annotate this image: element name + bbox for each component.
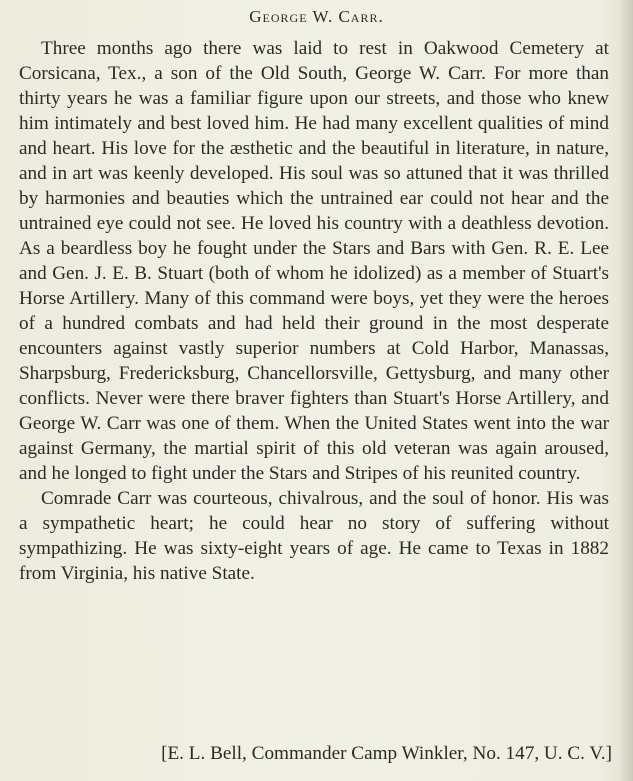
body-paragraph-2: Comrade Carr was courteous, chivalrous, and the soul of honor. His was a sympathetic heart; he could hear no story of suffering without sympathizing. He was sixty-eight years of age. He came to Texas in 1882 from Virginia, his native State. — [19, 488, 609, 584]
page-edge-shadow — [619, 0, 633, 781]
article-title-text: George W. Carr. — [249, 7, 384, 26]
article-body — [19, 36, 609, 586]
signature-line: [E. L. Bell, Commander Camp Winkler, No. 147, U. C. V.] — [161, 743, 612, 764]
article-title — [0, 7, 633, 27]
body-paragraph-1: Three months ago there was laid to rest in Oakwood Cemetery at Corsicana, Tex., a son of the Old South, George W. Carr. For more than thirty years he was a familiar figure upon our streets, and those who knew him intimately and best loved him. He had many excellent qualities of mind and heart. His love for the æsthetic and the beautiful in literature, in nature, and in art was keenly developed. His soul was so attuned that it was thrilled by harmonies and beauties which the untrained ear could not hear and the untrained eye could not see. He loved his country with a deathless devotion. As a beardless boy he fought under the Stars and Bars with Gen. R. E. Lee and Gen. J. E. B. Stuart (both of whom he idolized) as a member of Stuart's Horse Artillery. Many of this command were boys, yet they were the heroes of a hundred combats and had held their ground in the most desperate encounters against vastly superior numbers at Cold Harbor, Manassas, Sharpsburg, Fredericksburg, Chancellorsville, Gettysburg, and many other conflicts. Never were there braver fighters than Stuart's Horse Artillery, and George W. Carr was one of them. When the United States went into the war against Germany, the martial spirit of this old veteran was again aroused, and he longed to fight under the Stars and Stripes of his reunited country. — [19, 38, 609, 484]
